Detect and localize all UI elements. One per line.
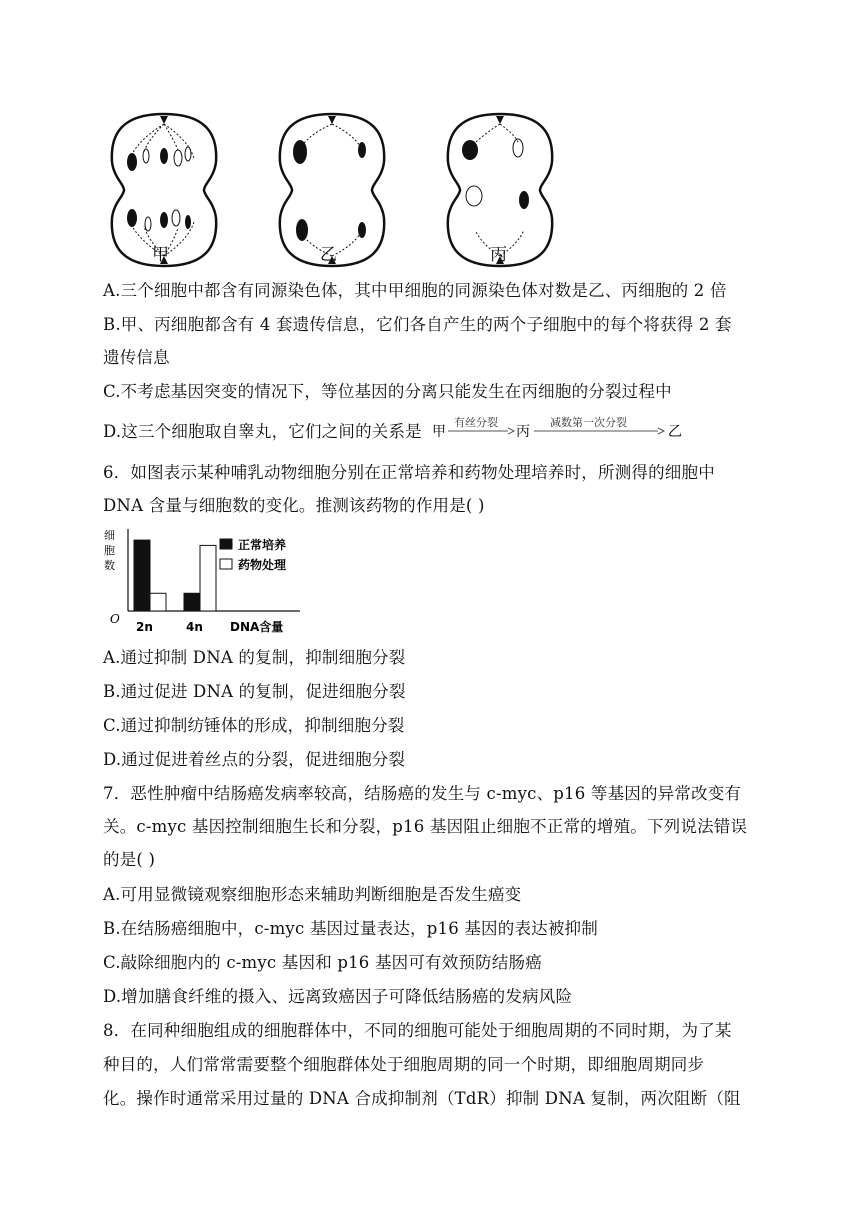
division-flow-diagram (432, 416, 692, 440)
q7-option-a: A.可用显微镜观察细胞形态来辅助判断细胞是否发生癌变 (103, 885, 522, 904)
flow-mid: 丙 (516, 424, 530, 440)
q6-stem-line2: DNA 含量与细胞数的变化。推测该药物的作用是( ) (103, 496, 485, 515)
y-axis-label-3: 数 (104, 559, 115, 572)
legend-swatch (220, 559, 232, 569)
q5-option-b-cont: 遗传信息 (103, 348, 170, 367)
x-axis-label: DNA含量 (230, 620, 284, 634)
q7-option-c: C.敲除细胞内的 c-myc 基因和 p16 基因可有效预防结肠癌 (103, 953, 542, 972)
x-tick-label: 2n (136, 620, 153, 634)
q5-option-a: A.三个细胞中都含有同源染色体，其中甲细胞的同源染色体对数是乙、丙细胞的 2 倍 (103, 281, 727, 300)
y-axis-label-2: 胞 (104, 544, 115, 557)
q7-stem-line3: 的是( ) (103, 850, 156, 869)
q5-option-d: D.这三个细胞取自睾丸，它们之间的关系是 (103, 422, 422, 441)
legend-label: 正常培养 (238, 538, 287, 552)
legend-label: 药物处理 (238, 558, 287, 572)
bar-4n-正常培养 (184, 593, 200, 611)
flow-arrow2-label: 减数第一次分裂 (550, 416, 627, 429)
q8-text-line2: 种目的，人们常常需要整个细胞群体处于细胞周期的同一个时期，即细胞周期同步 (103, 1055, 705, 1074)
q6-option-b: B.通过促进 DNA 的复制，促进细胞分裂 (103, 682, 406, 701)
flow-start: 甲 (432, 424, 446, 440)
q7-stem-line1: 7．恶性肿瘤中结肠癌发病率较高，结肠癌的发生与 c-myc、p16 等基因的异常改变有 (103, 784, 742, 803)
cell-label-bing: 丙 (490, 245, 507, 265)
bar-2n-正常培养 (134, 540, 150, 611)
q7-stem-line2: 关。c-myc 基因控制细胞生长和分裂，p16 基因阻止细胞不正常的增殖。下列说法错误 (103, 817, 748, 836)
q7-option-b: B.在结肠癌细胞中，c-myc 基因过量表达，p16 基因的表达被抑制 (103, 919, 598, 938)
x-tick-label: 4n (186, 620, 203, 634)
origin-label: O (110, 612, 120, 626)
cell-label-yi: 乙 (320, 245, 337, 265)
cell-label-jia: 甲 (152, 245, 169, 265)
y-axis-label-1: 细 (104, 529, 115, 542)
dna-content-bar-chart (100, 525, 310, 637)
bar-2n-药物处理 (150, 593, 166, 611)
q6-option-c: C.通过抑制纺锤体的形成，抑制细胞分裂 (103, 716, 405, 735)
q6-stem-line1: 6．如图表示某种哺乳动物细胞分别在正常培养和药物处理培养时，所测得的细胞中 (103, 463, 715, 482)
q5-option-c: C.不考虑基因突变的情况下，等位基因的分离只能发生在丙细胞的分裂过程中 (103, 382, 672, 401)
legend-swatch (220, 539, 232, 549)
flow-arrow1-label: 有丝分裂 (454, 416, 498, 429)
q8-text-line3: 化。操作时通常采用过量的 DNA 合成抑制剂（TdR）抑制 DNA 复制，两次阻断（阻 (103, 1089, 741, 1108)
flow-end: 乙 (668, 424, 682, 440)
q8-text-line1: 8．在同种细胞组成的细胞群体中，不同的细胞可能处于细胞周期的不同时期，为了某 (103, 1021, 732, 1040)
q7-option-d: D.增加膳食纤维的摄入、远离致癌因子可降低结肠癌的发病风险 (103, 987, 573, 1006)
q6-option-d: D.通过促进着丝点的分裂，促进细胞分裂 (103, 750, 406, 769)
q5-option-b: B.甲、丙细胞都含有 4 套遗传信息，它们各自产生的两个子细胞中的每个将获得 2 套 (103, 315, 732, 334)
bar-4n-药物处理 (200, 545, 216, 611)
q6-option-a: A.通过抑制 DNA 的复制，抑制细胞分裂 (103, 648, 406, 667)
